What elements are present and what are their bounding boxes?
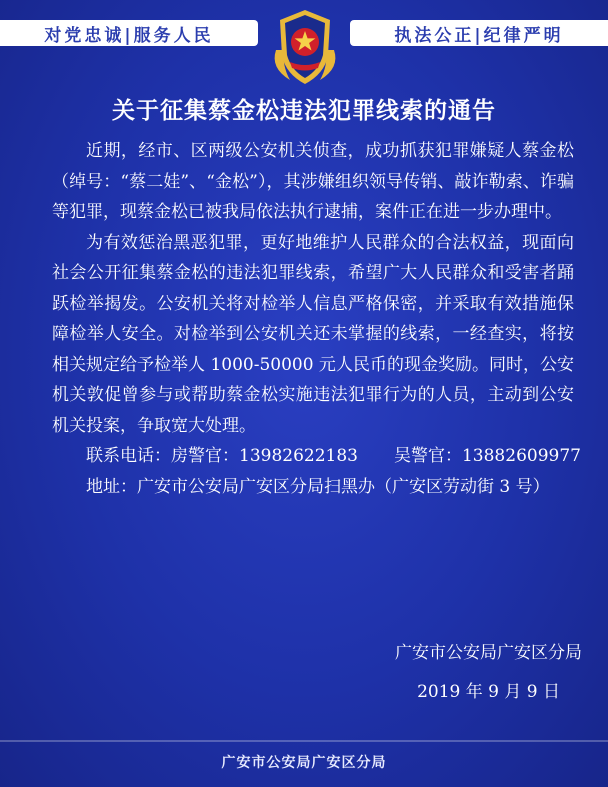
- motto-left: 对党忠诚|服务人民: [0, 20, 258, 46]
- police-emblem-icon: [268, 6, 342, 88]
- contact-line: [52, 441, 581, 472]
- contact-phone-1: 联系电话：房警官：13982622183: [86, 446, 358, 466]
- paragraph-2: 为有效惩治黑恶犯罪，更好地维护人民群众的合法权益，现面向社会公开征集蔡金松的违法犯罪线索，希望广大人民群众和受害者踊跃检举揭发。公安机关将对检举人信息严格保密，并采取有效措施保障检举人安全。对检举到公安机关还未掌握的线索，一经查实，将按相关规定给予检举人 1000-50000 元人民币的现金奖励。同时，公安机关敦促曾参与或帮助蔡金松实施违法犯罪行为的人员，主动到公安机关投案，争取宽大处理。: [52, 232, 574, 436]
- footer-text: 广安市公安局广安区分局: [221, 755, 387, 771]
- paragraph-1: 近期，经市、区两级公安机关侦查，成功抓获犯罪嫌疑人蔡金松（绰号：“蔡二娃”、“金松”），其涉嫌组织领导传销、敲诈勒索、诈骗等犯罪，现蔡金松已被我局依法执行逮捕，案件正在进一步办理中。: [52, 141, 574, 222]
- address-line: 地址：广安市公安局广安区分局扫黑办（广安区劳动街 3 号）: [86, 476, 550, 497]
- issuer-signature: 广安市公安局广安区分局: [395, 643, 582, 663]
- contact-phone-2: 吴警官：13882609977: [393, 446, 581, 466]
- issue-date: 2019 年 9 月 9 日: [417, 682, 560, 702]
- notice-title: 关于征集蔡金松违法犯罪线索的通告: [112, 97, 496, 124]
- top-banner: [0, 0, 608, 96]
- motto-right: 执法公正|纪律严明: [350, 20, 608, 46]
- footer-divider: [0, 740, 608, 742]
- notice-body: [52, 136, 581, 502]
